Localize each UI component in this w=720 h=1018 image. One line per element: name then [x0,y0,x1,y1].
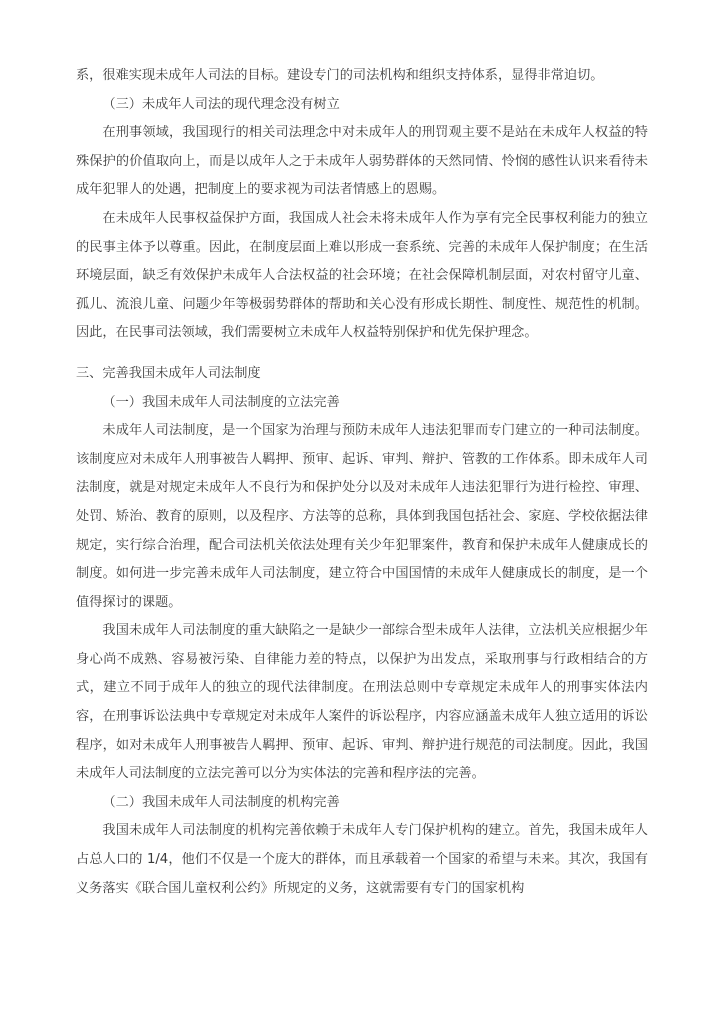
subsection-heading-2: （二）我国未成年人司法制度的机构完善 [102,794,340,810]
document-body [76,62,648,903]
section-heading-3: 三、完善我国未成年人司法制度 [76,365,261,381]
paragraph-juvenile-justice-definition: 未成年人司法制度，是一个国家为治理与预防未成年人违法犯罪而专门建立的一种司法制度。该制度应对未成年人刑事被告人羁押、预审、起诉、审判、辩护、管教的工作体系。即未成年人司法制度，就是对规定未成年人不良行为和保护处分以及对未成年人违法犯罪行为进行检控、审理、处罚、矫治、教育的原则，以及程序、方法等的总称，具体到我国包括社会、家庭、学校依据法律规定，实行综合治理，配合司法机关依法处理有关少年犯罪案件，教育和保护未成年人健康成长的制度。如何进一步完善未成年人司法制度，建立符合中国国情的未成年人健康成长的制度，是一个值得探讨的课题。 [76,423,648,610]
paragraph-continuation: 系，很难实现未成年人司法的目标。建设专门的司法机构和组织支持体系，显得非常迫切。 [76,68,604,83]
paragraph-criminal-field: 在刑事领域，我国现行的相关司法理念中对未成年人的刑罚观主要不是站在未成年人权益的特殊保护的价值取向上，而是以成年人之于未成年人弱势群体的天然同情、怜悯的感性认识来看待未成年犯罪人的处遇，把制度上的要求视为司法者情感上的恩赐。 [76,125,648,198]
paragraph-legislative-defect: 我国未成年人司法制度的重大缺陷之一是缺少一部综合型未成年人法律，立法机关应根据少年身心尚不成熟、容易被污染、自律能力差的特点，以保护为出发点，采取刑事与行政相结合的方式，建立不同于成年人的独立的现代法律制度。在刑法总则中专章规定未成年人的刑事实体法内容，在刑事诉讼法典中专章规定对未成年人案件的诉讼程序，内容应涵盖未成年人独立适用的诉讼程序，如对未成年人刑事被告人羁押、预审、起诉、审判、辩护进行规范的司法制度。因此，我国未成年人司法制度的立法完善可以分为实体法的完善和程序法的完善。 [76,623,648,782]
paragraph-civil-rights: 在未成年人民事权益保护方面，我国成人社会未将未成年人作为享有完全民事权利能力的独立的民事主体予以尊重。因此，在制度层面上难以形成一套系统、完善的未成年人保护制度；在生活环境层面，缺乏有效保护未成年人合法权益的社会环境；在社会保障机制层面，对农村留守儿童、孤儿、流浪儿童、问题少年等极弱势群体的帮助和关心没有形成长期性、制度性、规范性的机制。因此，在民事司法领域，我们需要树立未成年人权益特别保护和优先保护理念。 [76,210,648,341]
paragraph-institution-improvement: 我国未成年人司法制度的机构完善依赖于未成年人专门保护机构的建立。首先，我国未成年人占总人口的 1/4，他们不仅是一个庞大的群体，而且承载着一个国家的希望与未来。其次，我国有义务落实《联合国儿童权利公约》所规定的义务，这就需要有专门的国家机构 [76,823,648,896]
subsection-heading-1: （一）我国未成年人司法制度的立法完善 [102,394,340,410]
subsection-heading-3: （三）未成年人司法的现代理念没有树立 [102,96,340,112]
